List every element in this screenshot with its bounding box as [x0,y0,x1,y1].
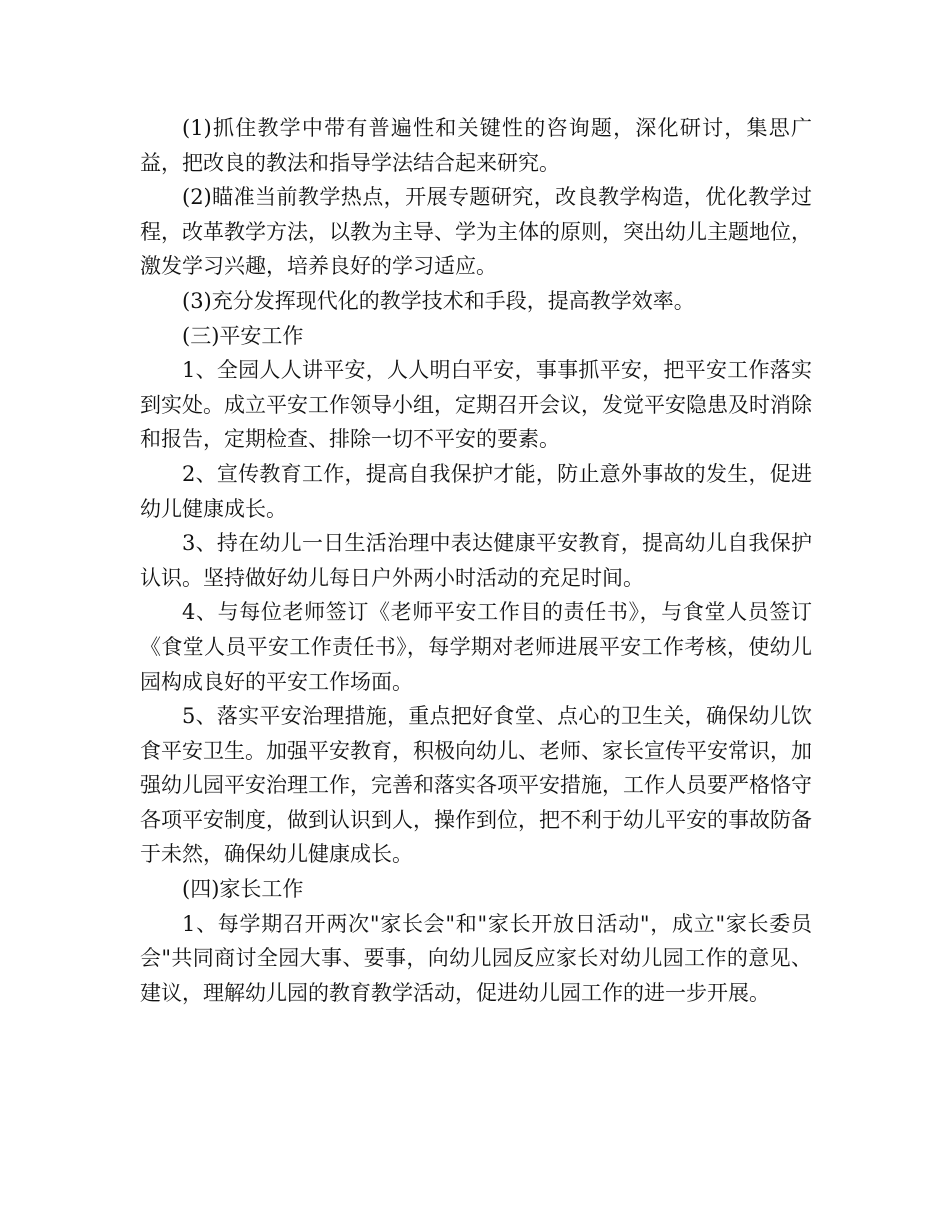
paragraph-safety-2: 2、宣传教育工作，提高自我保护才能，防止意外事故的发生，促进幼儿健康成长。 [140,461,812,521]
document-body [140,111,812,1010]
paragraph-parents-1: 1、每学期召开两次"家长会"和"家长开放日活动"，成立"家长委员会"共同商讨全园大事、要事，向幼儿园反应家长对幼儿园工作的意见、建议，理解幼儿园的教育教学活动，促进幼儿园工作的进一步开展。 [140,911,812,1005]
section-heading-safety: (三)平安工作 [182,323,304,348]
paragraph-safety-1: 1、全园人人讲平安，人人明白平安，事事抓平安，把平安工作落实到实处。成立平安工作领导小组，定期召开会议，发觉平安隐患及时消除和报告，定期检查、排除一切不平安的要素。 [140,358,812,452]
section-heading-parents: (四)家长工作 [182,877,304,902]
paragraph-2: (2)瞄准当前教学热点，开展专题研究，改良教学构造，优化教学过程，改革教学方法，以教为主导、学为主体的原则，突出幼儿主题地位，激发学习兴趣，培养良好的学习适应。 [140,185,812,279]
paragraph-1: (1)抓住教学中带有普遍性和关键性的咨询题，深化研讨，集思广益，把改良的教法和指导学法结合起来研究。 [140,116,812,175]
paragraph-safety-4: 4、与每位老师签订《老师平安工作目的责任书》，与食堂人员签订《食堂人员平安工作责任书》，每学期对老师进展平安工作考核，使幼儿园构成良好的平安工作场面。 [140,600,812,694]
paragraph-3: (3)充分发挥现代化的教学技术和手段，提高教学效率。 [182,288,695,313]
paragraph-safety-5: 5、落实平安治理措施，重点把好食堂、点心的卫生关，确保幼儿饮食平安卫生。加强平安教育，积极向幼儿、老师、家长宣传平安常识，加强幼儿园平安治理工作，完善和落实各项平安措施，工作人员要严格恪守各项平安制度，做到认识到人，操作到位，把不利于幼儿平安的事故防备于未然，确保幼儿健康成长。 [140,704,812,867]
paragraph-safety-3: 3、持在幼儿一日生活治理中表达健康平安教育，提高幼儿自我保护认识。坚持做好幼儿每日户外两小时活动的充足时间。 [140,531,812,590]
